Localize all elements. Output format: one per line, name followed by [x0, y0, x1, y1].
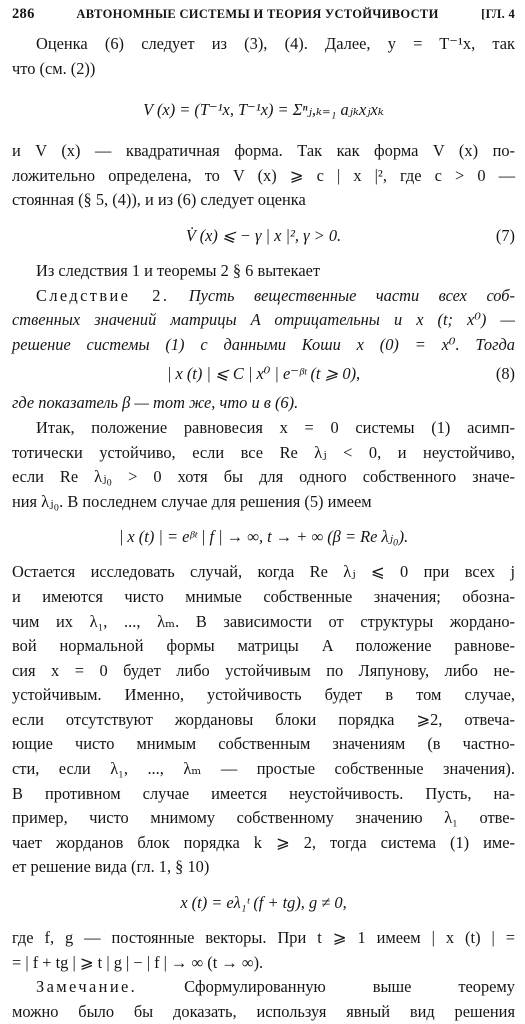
equation-number: (7) — [495, 225, 515, 245]
text-line: Оценка (6) следует из (3), (4). Далее, y = T⁻¹x, так — [36, 34, 515, 53]
remark-line: Замечание. Сформулированную выше теорему — [36, 977, 515, 997]
text-line: В противном случае имеется неустойчивость. Пусть, на- — [12, 783, 515, 803]
page-header — [12, 6, 515, 32]
text-line: если Re λⱼ₀ > 0 хотя бы для одного собственного значе- — [12, 467, 515, 487]
text-line: Итак, положение равновесия x = 0 системы (1) асимп- — [36, 417, 515, 437]
text-line: сия x = 0 будет либо устойчивым по Ляпунову, либо не- — [12, 660, 515, 680]
page-number: 286 — [12, 6, 35, 22]
equation-number: (8) — [495, 364, 515, 384]
text-line: чает жорданов блок порядка k ⩾ 2, тогда система (1) име- — [12, 832, 515, 852]
text-line: = | f + tg | ⩾ t | g | − | f | → ∞ (t → ∞). — [12, 952, 264, 972]
remark-line: можно было бы доказать, используя явный вид решения — [12, 1001, 515, 1021]
corollary-line: ственных значений матрицы A отрицательны и x (t; x⁰) — — [12, 310, 515, 330]
corollary-line: Следствие 2. Пусть вещественные части всех соб- — [36, 285, 515, 305]
text-line: устойчивым. Именно, устойчивость будет в том случае, — [12, 685, 515, 705]
equation-growth: | x (t) | = eᵝᵗ | f | → ∞, t → + ∞ (β = Re λⱼ₀). — [118, 527, 409, 547]
text-line: если отсутствуют жордановы блоки порядка ⩾2, отвеча- — [12, 709, 515, 729]
running-title: АВТОНОМНЫЕ СИСТЕМЫ И ТЕОРИЯ УСТОЙЧИВОСТИ — [76, 7, 439, 21]
equation-solution: x (t) = eλ₁ᵗ (f + tg), g ≠ 0, — [180, 893, 347, 913]
text-line: тотически устойчиво, если все Re λⱼ < 0, и неустойчиво, — [12, 442, 515, 462]
book-page — [12, 6, 515, 1024]
text-line: ющие чисто мнимым собственным значениям (в частно- — [12, 734, 515, 754]
text-line: чим их λ₁, ..., λₘ. В зависимости от структуры жордано- — [12, 611, 515, 631]
equation-8: | x (t) | ⩽ C | x⁰ | e⁻ᵝᵗ (t ⩾ 0), (8) — [166, 364, 515, 384]
corollary-line: решение системы (1) с данными Коши x (0) = x⁰. Тогда — [12, 334, 515, 354]
text-line: ет решение вида (гл. 1, § 10) — [12, 857, 210, 877]
text-line: ния λⱼ₀. В последнем случае для решения (5) имеем — [12, 491, 372, 511]
text-line: и имеются чисто мнимые собственные значения; обозна- — [12, 586, 515, 606]
text-line: стоянная (§ 5, (4)), и из (6) следует оценка — [12, 190, 306, 210]
equation-v-form: V (x) = (T⁻¹x, T⁻¹x) = Σⁿⱼ,ₖ₌₁ aⱼₖxⱼxₖ — [143, 100, 384, 120]
text-line: и V (x) — квадратичная форма. Так как форма V (x) по- — [12, 141, 515, 161]
text-line: Из следствия 1 и теоремы 2 § 6 вытекает — [36, 260, 321, 280]
text-line: ложительно определена, то V (x) ⩾ c | x |², где c > 0 — — [12, 165, 515, 185]
text-line: что (см. (2)) — [12, 58, 96, 78]
remark-label: Замечание. — [36, 977, 138, 997]
text-line: пример, чисто мнимому собственному значению λ₁ отве- — [12, 808, 515, 828]
equation-7: V̇ (x) ⩽ − γ | x |², γ > 0. (7) — [185, 225, 515, 245]
text-line: где f, g — постоянные векторы. При t ⩾ 1 имеем | x (t) | = — [12, 928, 515, 948]
text-line: сти, если λ₁, ..., λₘ — простые собственные значения). — [12, 759, 515, 779]
chapter-marker: [ГЛ. 4 — [481, 7, 515, 21]
corollary-line: где показатель β — тот же, что и в (6). — [12, 393, 299, 413]
corollary-label: Следствие 2. — [36, 285, 170, 305]
text-line: вой нормальной формы матрицы A положение равнове- — [12, 636, 515, 656]
text-line: Остается исследовать случай, когда Re λⱼ ⩽ 0 при всех j — [12, 562, 515, 582]
